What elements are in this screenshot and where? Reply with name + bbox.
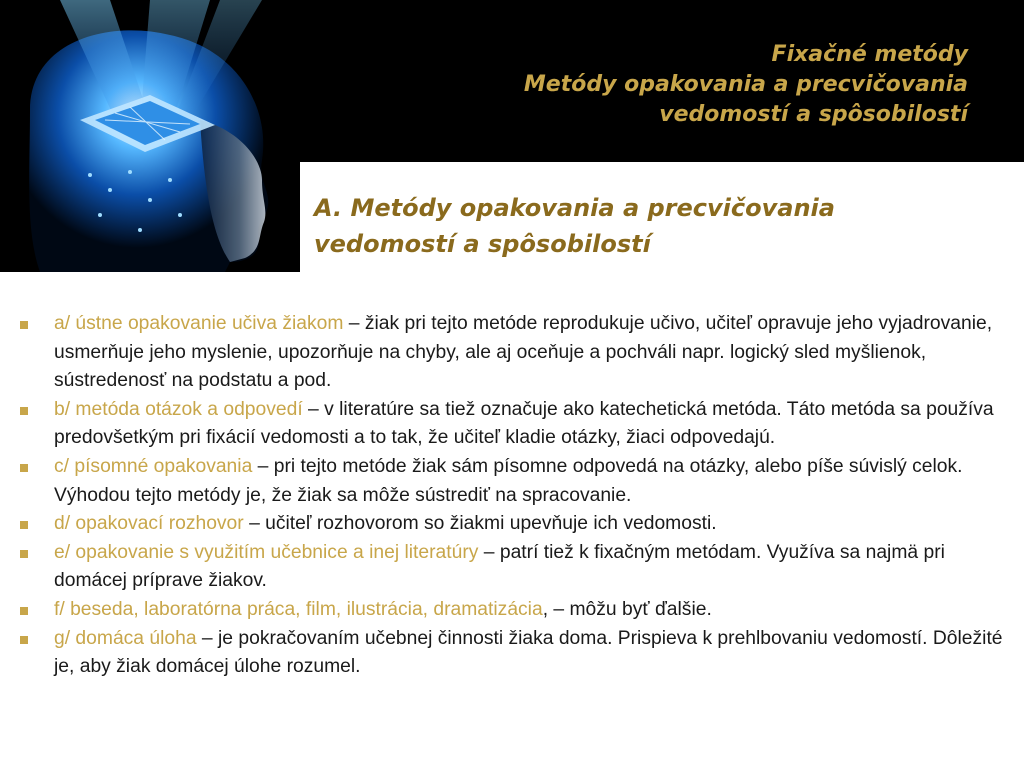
header-subtitle-line1: Metódy opakovania a precvičovania: [523, 72, 968, 97]
bullet-term: f/ beseda, laboratórna práca, film, ilustrácia, dramatizácia: [54, 598, 543, 620]
square-bullet-icon: [20, 607, 28, 615]
bullet-text: – žiak pri tejto metóde reprodukuje učivo, učiteľ opravuje jeho vyjadrovanie, usmerňuje jeho myslenie, upozorňuje na chyby, ale aj oceňuje a pochváli napr. logický sled myšlienok, sústredenosť na podstatu a pod.: [54, 313, 993, 392]
bullet-term: e/ opakovanie s využitím učebnice a inej literatúry: [54, 541, 479, 563]
glowing-chip-head-image: [0, 0, 300, 272]
header-titles: [524, 40, 968, 130]
bullet-term: d/ opakovací rozhovor: [54, 513, 244, 535]
bullet-text: – učiteľ rozhovorom so žiakmi upevňuje ich vedomosti.: [243, 513, 717, 535]
square-bullet-icon: [20, 636, 28, 644]
bullet-text: – patrí tiež k fixačným metódam. Využíva sa najmä pri domácej príprave žiakov.: [54, 541, 945, 592]
bullet-term: c/ písomné opakovania: [54, 455, 253, 477]
square-bullet-icon: [20, 550, 28, 558]
section-heading-line2: vedomostí a spôsobilostí: [314, 230, 651, 258]
list-item: [20, 310, 1020, 396]
bullet-list: [20, 310, 1020, 682]
list-item: [20, 625, 1020, 682]
square-bullet-icon: [20, 407, 28, 415]
list-item: [20, 539, 1020, 596]
bullet-text: – je pokračovaním učebnej činnosti žiaka doma. Prispieva k prehlbovaniu vedomostí. Dôležité je, aby žiak domácej úlohe rozumel.: [54, 627, 1003, 678]
list-item: [20, 596, 1020, 625]
list-item: [20, 396, 1020, 453]
square-bullet-icon: [20, 521, 28, 529]
square-bullet-icon: [20, 321, 28, 329]
section-heading: [314, 190, 1004, 262]
bullet-term: a/ ústne opakovanie učiva žiakom: [54, 313, 344, 334]
square-bullet-icon: [20, 464, 28, 472]
bullet-text: – v literatúre sa tiež označuje ako katechetická metóda. Táto metóda sa používa predovšetkým pri fixácií vedomosti a to tak, že učiteľ kladie otázky, žiaci odpovedajú.: [54, 398, 994, 449]
bullet-term: g/ domáca úloha: [54, 627, 197, 649]
header-title: Fixačné metódy: [771, 42, 968, 67]
bullet-text: – pri tejto metóde žiak sám písomne odpovedá na otázky, alebo píše súvislý celok. Výhodou tejto metódy je, že žiak sa môže sústrediť na spracovanie.: [54, 455, 963, 506]
list-item: [20, 510, 1020, 539]
list-item: [20, 453, 1020, 510]
section-heading-line1: A. Metódy opakovania a precvičovania: [314, 194, 835, 222]
bullet-term: b/ metóda otázok a odpovedí: [54, 398, 303, 420]
header-subtitle-line2: vedomostí a spôsobilostí: [659, 102, 968, 127]
bullet-text: , – môžu byť ďalšie.: [542, 598, 712, 620]
